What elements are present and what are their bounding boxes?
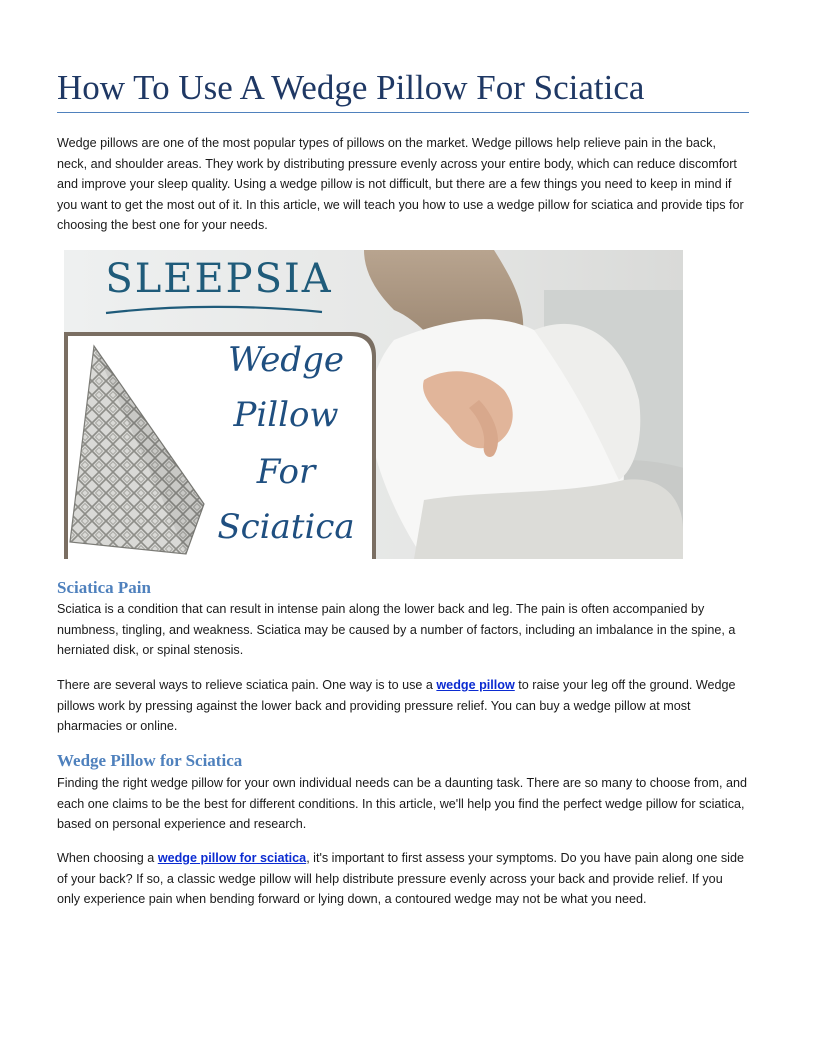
page-title: How To Use A Wedge Pillow For Sciatica: [57, 68, 645, 107]
brand-swoosh: [104, 303, 324, 317]
paragraph-text: , it's important to first assess your symptoms. Do you have pain along one side of your back? If so, a classic wedge pillow will help distribute pressure evenly across your back and provide relief. If you only experience pain when bending forward or lying down, a contoured wedge may not be what you need.: [57, 851, 744, 907]
sciatica-pain-paragraph-2: [57, 675, 749, 737]
paragraph-text: There are several ways to relieve sciatica pain. One way is to use a: [57, 678, 437, 692]
title-underline: [57, 112, 749, 113]
intro-paragraph: Wedge pillows are one of the most popular types of pillows on the market. Wedge pillows help relieve pain in the back, neck, and shoulder areas. They work by distributing pressure evenly across your entire body, which can reduce discomfort and improve your sleep quality. Using a wedge pillow is not difficult, but there are a few things you need to keep in mind if you want to get the most out of it. In this article, we will teach you how to use a wedge pillow for sciatica and provide tips for choosing the best one for your needs.: [57, 136, 744, 233]
wedge-pillow-paragraph-1: Finding the right wedge pillow for your own individual needs can be a daunting task. There are so many to choose from, and each one claims to be the best for different conditions. In this article, we'll help you find the perfect wedge pillow for sciatica, based on personal experience and research.: [57, 776, 748, 832]
brand-logo: SLEEPSIA: [105, 256, 333, 302]
hero-image: [64, 250, 683, 559]
wedge-pillow-for-sciatica-link[interactable]: wedge pillow for sciatica: [157, 851, 307, 865]
wedge-pillow-paragraph-2: [57, 848, 749, 910]
script-line-wedge: Wedge: [228, 340, 344, 380]
wedge-pillow-link[interactable]: wedge pillow: [436, 678, 515, 692]
paragraph-text: When choosing a: [57, 851, 158, 865]
sciatica-pain-paragraph-1: Sciatica is a condition that can result in intense pain along the lower back and leg. The pain is often accompanied by numbness, tingling, and weakness. Sciatica may be caused by a number of factors, including an imbalance in the spine, a herniated disk, or spinal stenosis.: [57, 602, 736, 658]
script-line-pillow: Pillow: [233, 395, 339, 435]
paragraph-text: to raise your leg off the ground. Wedge pillows work by pressing against the lower back and providing pressure relief. You can buy a wedge pillow at most pharmacies or online.: [57, 678, 736, 734]
section-heading-wedge-pillow-for-sciatica: Wedge Pillow for Sciatica: [57, 751, 243, 770]
script-line-sciatica: Sciatica: [217, 507, 355, 547]
script-line-for: For: [256, 452, 316, 492]
section-heading-sciatica-pain: Sciatica Pain: [57, 578, 151, 597]
pillow-card: [64, 332, 376, 559]
